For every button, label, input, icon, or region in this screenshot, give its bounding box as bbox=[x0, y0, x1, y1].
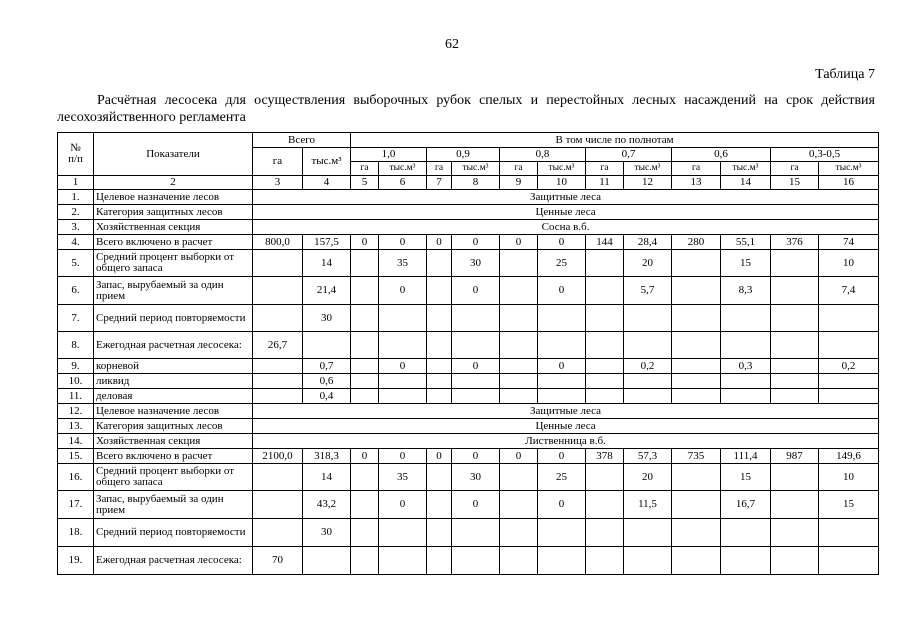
table-cell bbox=[586, 491, 624, 519]
row-indicator: Запас, вырубаемый за один прием bbox=[94, 277, 253, 305]
header-indicators: Показатели bbox=[94, 133, 253, 176]
table-cell bbox=[672, 359, 721, 374]
table-cell bbox=[819, 374, 879, 389]
table-cell bbox=[351, 359, 379, 374]
table-cell bbox=[500, 277, 538, 305]
table-cell bbox=[427, 332, 452, 359]
table-cell: 16,7 bbox=[721, 491, 771, 519]
row-number: 11. bbox=[58, 389, 94, 404]
table-cell bbox=[771, 491, 819, 519]
table-cell bbox=[253, 305, 303, 332]
header-sub-volume: тыс.м³ bbox=[538, 162, 586, 176]
table-cell: 0 bbox=[351, 449, 379, 464]
table-cell bbox=[500, 464, 538, 491]
row-number: 3. bbox=[58, 220, 94, 235]
table-cell: 5,7 bbox=[624, 277, 672, 305]
table-cell: 0 bbox=[538, 359, 586, 374]
table-row bbox=[58, 220, 879, 235]
table-cell: 0 bbox=[500, 449, 538, 464]
row-merged-value: Ценные леса bbox=[253, 419, 879, 434]
header-sub-volume: тыс.м³ bbox=[379, 162, 427, 176]
table-cell bbox=[427, 250, 452, 277]
header-sub-ha: га bbox=[771, 162, 819, 176]
table-cell: 35 bbox=[379, 464, 427, 491]
table-cell: 0 bbox=[538, 449, 586, 464]
table-cell bbox=[672, 389, 721, 404]
table-cell: 987 bbox=[771, 449, 819, 464]
table-cell bbox=[253, 491, 303, 519]
row-indicator: Средний период повторяемости bbox=[94, 305, 253, 332]
table-cell: 30 bbox=[452, 250, 500, 277]
table-row bbox=[58, 464, 879, 491]
row-number: 10. bbox=[58, 374, 94, 389]
header-density: 0,7 bbox=[586, 148, 672, 162]
table-cell bbox=[427, 464, 452, 491]
table-cell: 43,2 bbox=[303, 491, 351, 519]
table-cell bbox=[253, 464, 303, 491]
column-number: 2 bbox=[94, 176, 253, 190]
table-cell bbox=[624, 305, 672, 332]
table-cell bbox=[427, 389, 452, 404]
column-number: 13 bbox=[672, 176, 721, 190]
table-cell bbox=[351, 519, 379, 547]
table-cell: 10 bbox=[819, 250, 879, 277]
row-merged-value: Защитные леса bbox=[253, 190, 879, 205]
table-cell: 7,4 bbox=[819, 277, 879, 305]
table-cell bbox=[624, 519, 672, 547]
header-density: 1,0 bbox=[351, 148, 427, 162]
table-cell bbox=[672, 250, 721, 277]
table-cell bbox=[500, 359, 538, 374]
table-cell bbox=[427, 374, 452, 389]
table-cell bbox=[351, 305, 379, 332]
table-cell bbox=[427, 305, 452, 332]
table-cell bbox=[253, 277, 303, 305]
table-cell: 280 bbox=[672, 235, 721, 250]
table-cell bbox=[253, 359, 303, 374]
table-cell bbox=[351, 374, 379, 389]
table-cell bbox=[452, 519, 500, 547]
table-cell: 0 bbox=[427, 235, 452, 250]
table-cell: 318,3 bbox=[303, 449, 351, 464]
header-density: 0,6 bbox=[672, 148, 771, 162]
table-cell bbox=[624, 374, 672, 389]
table-cell bbox=[538, 389, 586, 404]
table-cell bbox=[819, 305, 879, 332]
table-cell bbox=[586, 374, 624, 389]
row-number: 14. bbox=[58, 434, 94, 449]
table-cell bbox=[819, 389, 879, 404]
table-cell: 0,7 bbox=[303, 359, 351, 374]
table-cell: 0,3 bbox=[721, 359, 771, 374]
row-indicator: Хозяйственная секция bbox=[94, 434, 253, 449]
table-row bbox=[58, 205, 879, 220]
row-indicator: Ежегодная расчетная лесосека: bbox=[94, 547, 253, 575]
table-row bbox=[58, 359, 879, 374]
table-cell: 144 bbox=[586, 235, 624, 250]
table-cell: 0 bbox=[538, 277, 586, 305]
table-row bbox=[58, 389, 879, 404]
table-cell bbox=[500, 519, 538, 547]
table-cell bbox=[379, 332, 427, 359]
header-density: 0,9 bbox=[427, 148, 500, 162]
table-cell: 14 bbox=[303, 250, 351, 277]
table-cell bbox=[819, 519, 879, 547]
table-body bbox=[58, 190, 879, 575]
table-cell: 0,6 bbox=[303, 374, 351, 389]
column-number: 6 bbox=[379, 176, 427, 190]
table-cell bbox=[538, 547, 586, 575]
table-row bbox=[58, 235, 879, 250]
table-cell bbox=[586, 547, 624, 575]
table-cell bbox=[351, 277, 379, 305]
page-number: 62 bbox=[445, 37, 459, 52]
row-indicator: Ежегодная расчетная лесосека: bbox=[94, 332, 253, 359]
table-cell: 376 bbox=[771, 235, 819, 250]
table-row bbox=[58, 404, 879, 419]
row-indicator: Категория защитных лесов bbox=[94, 419, 253, 434]
table-cell: 0 bbox=[427, 449, 452, 464]
table-cell: 25 bbox=[538, 250, 586, 277]
table-cell bbox=[500, 374, 538, 389]
table-row bbox=[58, 332, 879, 359]
table-cell bbox=[253, 250, 303, 277]
table-cell bbox=[452, 374, 500, 389]
column-number: 4 bbox=[303, 176, 351, 190]
table-cell: 0,2 bbox=[819, 359, 879, 374]
row-number: 6. bbox=[58, 277, 94, 305]
table-cell bbox=[771, 389, 819, 404]
table-label: Таблица 7 bbox=[815, 67, 875, 82]
table-cell: 800,0 bbox=[253, 235, 303, 250]
table-cell: 20 bbox=[624, 464, 672, 491]
row-number: 12. bbox=[58, 404, 94, 419]
table-cell bbox=[452, 389, 500, 404]
table-row bbox=[58, 547, 879, 575]
row-merged-value: Лиственница в.б. bbox=[253, 434, 879, 449]
table-cell: 0 bbox=[452, 277, 500, 305]
table-cell bbox=[427, 277, 452, 305]
table-cell: 55,1 bbox=[721, 235, 771, 250]
table-cell bbox=[500, 389, 538, 404]
row-number: 19. bbox=[58, 547, 94, 575]
table-cell bbox=[771, 277, 819, 305]
row-number: 1. bbox=[58, 190, 94, 205]
table-cell: 15 bbox=[819, 491, 879, 519]
header-density: 0,8 bbox=[500, 148, 586, 162]
table-cell bbox=[452, 547, 500, 575]
row-indicator: Целевое назначение лесов bbox=[94, 404, 253, 419]
row-number: 15. bbox=[58, 449, 94, 464]
table-cell bbox=[672, 547, 721, 575]
table-cell bbox=[500, 332, 538, 359]
header-density: 0,3-0,5 bbox=[771, 148, 879, 162]
table-cell bbox=[303, 547, 351, 575]
row-number: 2. bbox=[58, 205, 94, 220]
table-cell: 0,2 bbox=[624, 359, 672, 374]
table-cell: 149,6 bbox=[819, 449, 879, 464]
table-cell bbox=[351, 389, 379, 404]
table-cell bbox=[253, 389, 303, 404]
table-cell bbox=[303, 332, 351, 359]
table-cell bbox=[771, 464, 819, 491]
table-cell bbox=[427, 359, 452, 374]
table-cell bbox=[672, 464, 721, 491]
table-cell bbox=[538, 305, 586, 332]
header-sub-ha: га bbox=[672, 162, 721, 176]
column-number: 5 bbox=[351, 176, 379, 190]
row-number: 9. bbox=[58, 359, 94, 374]
row-number: 13. bbox=[58, 419, 94, 434]
table-cell: 157,5 bbox=[303, 235, 351, 250]
table-cell: 0 bbox=[379, 491, 427, 519]
row-indicator: Целевое назначение лесов bbox=[94, 190, 253, 205]
table-cell bbox=[452, 332, 500, 359]
table-cell: 57,3 bbox=[624, 449, 672, 464]
table-header bbox=[58, 133, 879, 190]
allowable-cut-table bbox=[57, 132, 879, 575]
column-number: 8 bbox=[452, 176, 500, 190]
table-cell: 0 bbox=[452, 235, 500, 250]
table-cell: 74 bbox=[819, 235, 879, 250]
table-cell bbox=[500, 250, 538, 277]
column-number: 15 bbox=[771, 176, 819, 190]
table-cell bbox=[672, 374, 721, 389]
table-cell bbox=[721, 332, 771, 359]
row-indicator: Средний период повторяемости bbox=[94, 519, 253, 547]
table-cell bbox=[351, 491, 379, 519]
table-cell bbox=[351, 547, 379, 575]
table-cell: 0 bbox=[379, 277, 427, 305]
table-cell: 8,3 bbox=[721, 277, 771, 305]
row-indicator: Категория защитных лесов bbox=[94, 205, 253, 220]
table-cell: 25 bbox=[538, 464, 586, 491]
table-cell bbox=[771, 250, 819, 277]
header-total: Всего bbox=[253, 133, 351, 148]
row-indicator: Средний процент выборки от общего запаса bbox=[94, 464, 253, 491]
table-cell: 111,4 bbox=[721, 449, 771, 464]
table-caption: Расчётная лесосека для осуществления выборочных рубок спелых и перестойных лесных насаждений на срок действия лесохозяйственного регламента bbox=[57, 93, 875, 125]
table-cell bbox=[771, 519, 819, 547]
table-cell: 0,4 bbox=[303, 389, 351, 404]
table-cell bbox=[586, 464, 624, 491]
row-indicator: Запас, вырубаемый за один прием bbox=[94, 491, 253, 519]
column-number: 1 bbox=[58, 176, 94, 190]
table-cell: 0 bbox=[379, 359, 427, 374]
table-row bbox=[58, 250, 879, 277]
table-cell: 0 bbox=[452, 449, 500, 464]
table-cell: 15 bbox=[721, 464, 771, 491]
table-cell bbox=[672, 491, 721, 519]
table-cell bbox=[721, 374, 771, 389]
header-sub-ha: га bbox=[351, 162, 379, 176]
row-merged-value: Ценные леса bbox=[253, 205, 879, 220]
table-cell bbox=[379, 519, 427, 547]
table-cell bbox=[427, 519, 452, 547]
table-cell bbox=[721, 519, 771, 547]
table-cell bbox=[500, 305, 538, 332]
header-sub-volume: тыс.м³ bbox=[819, 162, 879, 176]
column-number: 3 bbox=[253, 176, 303, 190]
table-cell bbox=[538, 332, 586, 359]
table-cell bbox=[586, 250, 624, 277]
table-cell bbox=[819, 332, 879, 359]
table-cell: 15 bbox=[721, 250, 771, 277]
table-cell: 28,4 bbox=[624, 235, 672, 250]
table-cell: 35 bbox=[379, 250, 427, 277]
table-row bbox=[58, 419, 879, 434]
row-number: 8. bbox=[58, 332, 94, 359]
table-cell bbox=[672, 277, 721, 305]
row-number: 5. bbox=[58, 250, 94, 277]
table-cell: 0 bbox=[452, 491, 500, 519]
table-cell bbox=[586, 389, 624, 404]
table-cell bbox=[721, 547, 771, 575]
header-sub-ha: га bbox=[427, 162, 452, 176]
row-indicator: Хозяйственная секция bbox=[94, 220, 253, 235]
table-cell bbox=[351, 332, 379, 359]
table-row bbox=[58, 305, 879, 332]
table-cell bbox=[500, 491, 538, 519]
table-cell: 0 bbox=[379, 449, 427, 464]
table-cell bbox=[538, 374, 586, 389]
table-cell: 20 bbox=[624, 250, 672, 277]
table-cell: 30 bbox=[303, 519, 351, 547]
column-number: 11 bbox=[586, 176, 624, 190]
table-cell bbox=[624, 332, 672, 359]
column-number: 10 bbox=[538, 176, 586, 190]
table-row bbox=[58, 434, 879, 449]
header-by-density: В том числе по полнотам bbox=[351, 133, 879, 148]
table-cell: 735 bbox=[672, 449, 721, 464]
table-cell: 11,5 bbox=[624, 491, 672, 519]
table-cell bbox=[253, 374, 303, 389]
header-sub-ha: га bbox=[500, 162, 538, 176]
table-cell bbox=[771, 547, 819, 575]
table-row bbox=[58, 491, 879, 519]
column-number: 9 bbox=[500, 176, 538, 190]
table-cell bbox=[721, 389, 771, 404]
table-cell bbox=[672, 519, 721, 547]
table-cell bbox=[586, 359, 624, 374]
table-cell bbox=[379, 389, 427, 404]
column-number: 12 bbox=[624, 176, 672, 190]
table-cell bbox=[586, 332, 624, 359]
table-cell bbox=[771, 305, 819, 332]
table-cell bbox=[452, 305, 500, 332]
table-row bbox=[58, 449, 879, 464]
table-cell bbox=[253, 519, 303, 547]
row-indicator: корневой bbox=[94, 359, 253, 374]
table-cell bbox=[538, 519, 586, 547]
table-cell bbox=[672, 332, 721, 359]
row-merged-value: Сосна в.б. bbox=[253, 220, 879, 235]
table-cell: 2100,0 bbox=[253, 449, 303, 464]
header-total-volume: тыс.м³ bbox=[303, 148, 351, 176]
table-cell: 30 bbox=[452, 464, 500, 491]
table-cell bbox=[379, 374, 427, 389]
header-sub-volume: тыс.м³ bbox=[721, 162, 771, 176]
table-cell bbox=[586, 519, 624, 547]
table-cell bbox=[771, 374, 819, 389]
row-merged-value: Защитные леса bbox=[253, 404, 879, 419]
table-row bbox=[58, 277, 879, 305]
column-number: 14 bbox=[721, 176, 771, 190]
table-cell bbox=[771, 359, 819, 374]
table-cell: 21,4 bbox=[303, 277, 351, 305]
table-cell: 14 bbox=[303, 464, 351, 491]
table-cell bbox=[721, 305, 771, 332]
table-cell: 378 bbox=[586, 449, 624, 464]
table-cell bbox=[771, 332, 819, 359]
row-indicator: Всего включено в расчет bbox=[94, 235, 253, 250]
table-cell bbox=[379, 547, 427, 575]
header-sub-volume: тыс.м³ bbox=[452, 162, 500, 176]
row-number: 7. bbox=[58, 305, 94, 332]
table-cell: 70 bbox=[253, 547, 303, 575]
row-number: 16. bbox=[58, 464, 94, 491]
table-cell: 0 bbox=[351, 235, 379, 250]
row-indicator: ликвид bbox=[94, 374, 253, 389]
table-cell bbox=[379, 305, 427, 332]
table-cell bbox=[624, 389, 672, 404]
header-sub-ha: га bbox=[586, 162, 624, 176]
header-sub-volume: тыс.м³ bbox=[624, 162, 672, 176]
table-cell: 0 bbox=[452, 359, 500, 374]
row-number: 17. bbox=[58, 491, 94, 519]
table-cell: 26,7 bbox=[253, 332, 303, 359]
table-cell: 0 bbox=[538, 235, 586, 250]
table-cell: 0 bbox=[538, 491, 586, 519]
row-indicator: Средний процент выборки от общего запаса bbox=[94, 250, 253, 277]
table-cell bbox=[586, 305, 624, 332]
row-number: 18. bbox=[58, 519, 94, 547]
column-number: 16 bbox=[819, 176, 879, 190]
table-cell bbox=[427, 491, 452, 519]
table-cell bbox=[351, 464, 379, 491]
row-indicator: Всего включено в расчет bbox=[94, 449, 253, 464]
table-row bbox=[58, 190, 879, 205]
header-num: № п/п bbox=[58, 133, 94, 176]
table-cell bbox=[586, 277, 624, 305]
column-number: 7 bbox=[427, 176, 452, 190]
table-cell: 0 bbox=[500, 235, 538, 250]
row-indicator: деловая bbox=[94, 389, 253, 404]
table-cell: 0 bbox=[379, 235, 427, 250]
table-row bbox=[58, 374, 879, 389]
table-cell bbox=[500, 547, 538, 575]
row-number: 4. bbox=[58, 235, 94, 250]
table-cell bbox=[624, 547, 672, 575]
table-cell bbox=[819, 547, 879, 575]
table-cell bbox=[672, 305, 721, 332]
table-cell: 30 bbox=[303, 305, 351, 332]
header-total-ha: га bbox=[253, 148, 303, 176]
table-cell bbox=[351, 250, 379, 277]
table-row bbox=[58, 519, 879, 547]
table-cell bbox=[427, 547, 452, 575]
table-cell: 10 bbox=[819, 464, 879, 491]
